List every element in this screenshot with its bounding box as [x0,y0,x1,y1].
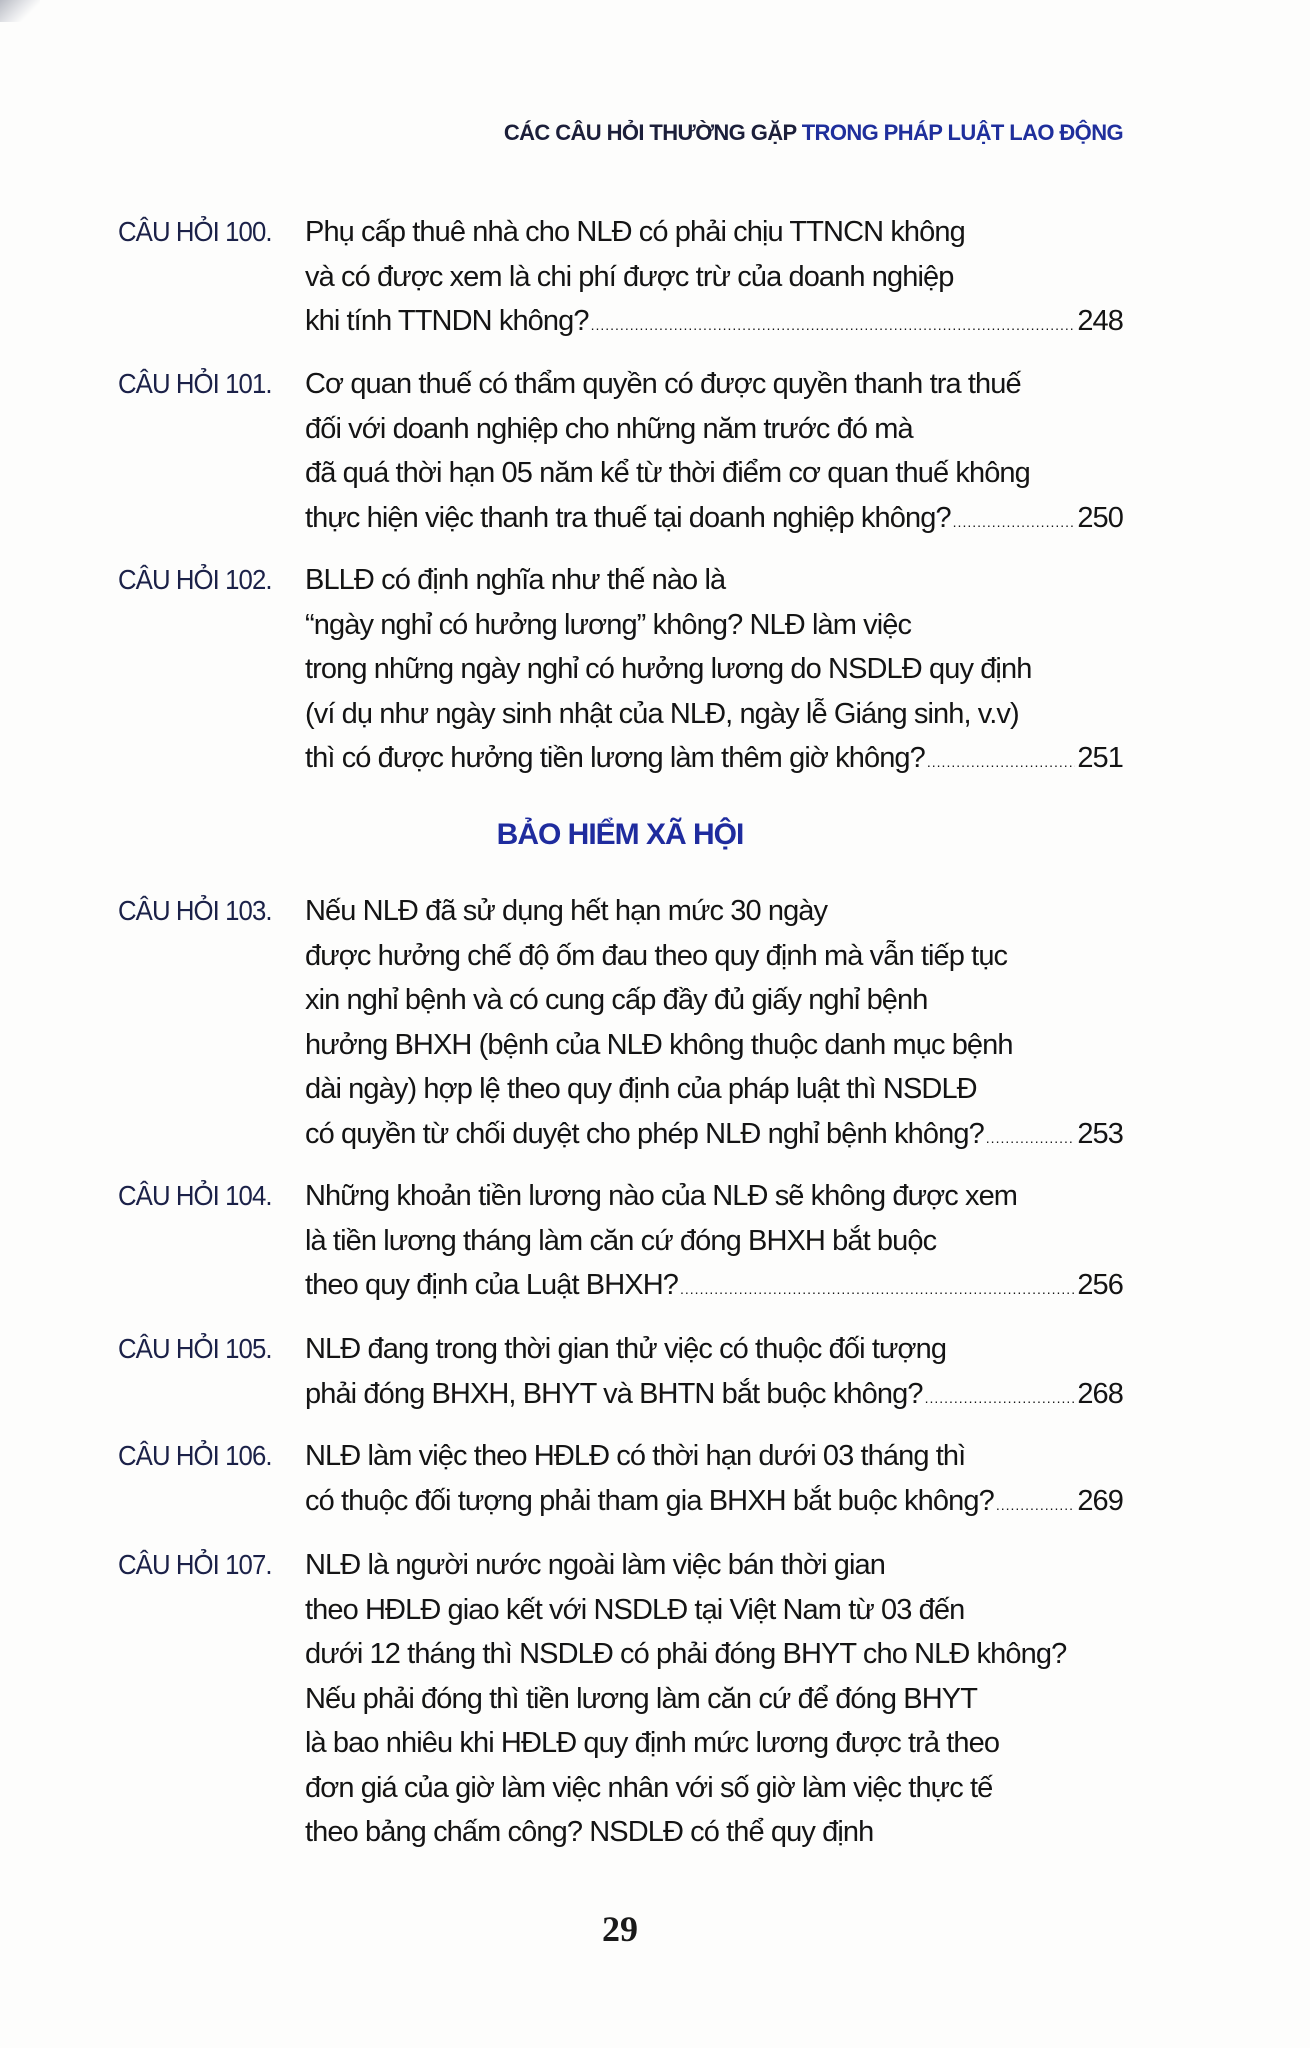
page-reference: 253 [1077,1117,1123,1150]
question-text-line: BLLĐ có định nghĩa như thế nào là [305,564,726,596]
question-text-line: Những khoản tiền lương nào của NLĐ sẽ không được xem [305,1180,1018,1212]
question-text-line: theo bảng chấm công? NSDLĐ có thể quy định [305,1816,874,1848]
dot-leader [680,1267,1075,1312]
page-reference: 268 [1077,1377,1123,1410]
section-heading: BẢO HIỂM XÃ HỘI [496,818,744,851]
question-text-line: đã quá thời hạn 05 năm kể từ thời điểm cơ quan thuế không [305,457,1030,489]
question-text-line: có thuộc đối tượng phải tham gia BHXH bắt buộc không? [305,1484,994,1517]
question-text-line: được hưởng chế độ ốm đau theo quy định mà vẫn tiếp tục [305,939,1008,972]
page-reference: 250 [1077,501,1123,534]
page-reference: 269 [1077,1484,1123,1517]
question-text-line: Nếu phải đóng thì tiền lương làm căn cứ để đóng BHYT [305,1682,978,1715]
question-label: CÂU HỎI 107. [118,1549,272,1580]
running-head [504,120,1123,146]
question-label: CÂU HỎI 100. [118,216,272,247]
running-head-part1: CÁC CÂU HỎI THƯỜNG GẶP [503,120,797,145]
dot-leader [986,1116,1076,1161]
question-text-line: có quyền từ chối duyệt cho phép NLĐ nghỉ bệnh không? [305,1117,984,1150]
question-text-line: hưởng BHXH (bệnh của NLĐ không thuộc danh mục bệnh [305,1028,1013,1061]
question-text-line: dài ngày) hợp lệ theo quy định của pháp luật thì NSDLĐ [305,1073,977,1105]
dot-leader [591,303,1076,348]
question-text-line: phải đóng BHXH, BHYT và BHTN bắt buộc không? [305,1377,923,1410]
question-label: CÂU HỎI 104. [118,1180,272,1211]
question-label: CÂU HỎI 101. [118,368,272,399]
question-text-line: NLĐ đang trong thời gian thử việc có thuộc đối tượng [305,1333,947,1365]
question-label: CÂU HỎI 106. [118,1440,272,1471]
question-text-line: đơn giá của giờ làm việc nhân với số giờ làm việc thực tế [305,1771,993,1804]
dot-leader [996,1483,1076,1528]
question-text-line: dưới 12 tháng thì NSDLĐ có phải đóng BHYT cho NLĐ không? [305,1638,1067,1670]
question-text-line: “ngày nghỉ có hưởng lương” không? NLĐ làm việc [305,608,912,641]
question-text-line: trong những ngày nghỉ có hưởng lương do NSDLĐ quy định [305,653,1032,685]
question-label: CÂU HỎI 102. [118,564,272,595]
question-text-line: (ví dụ như ngày sinh nhật của NLĐ, ngày lễ Giáng sinh, v.v) [305,697,1019,730]
question-label: CÂU HỎI 103. [118,895,272,926]
dot-leader [927,740,1075,785]
question-text-line: NLĐ là người nước ngoài làm việc bán thời gian [305,1549,886,1581]
question-text-line: và có được xem là chi phí được trừ của doanh nghiệp [305,260,954,293]
question-text-line: Phụ cấp thuê nhà cho NLĐ có phải chịu TTNCN không [305,216,965,248]
page-reference: 256 [1077,1269,1123,1301]
question-text-line: là tiền lương tháng làm căn cứ đóng BHXH bắt buộc [305,1224,937,1257]
page-number: 29 [602,1909,638,1949]
question-text-line: là bao nhiêu khi HĐLĐ quy định mức lương được trả theo [305,1727,1000,1759]
question-text-line: thì có được hưởng tiền lương làm thêm giờ không? [305,742,925,774]
scan-corner-shadow [0,0,40,22]
question-text-line: theo HĐLĐ giao kết với NSDLĐ tại Việt Nam từ 03 đến [305,1593,965,1626]
question-text-line: NLĐ làm việc theo HĐLĐ có thời hạn dưới 03 tháng thì [305,1440,966,1472]
question-text-line: xin nghỉ bệnh và có cung cấp đầy đủ giấy nghỉ bệnh [305,984,928,1016]
page-reference: 251 [1077,742,1123,774]
dot-leader [925,1376,1076,1421]
question-text-line: theo quy định của Luật BHXH? [305,1269,679,1301]
question-text-line: Nếu NLĐ đã sử dụng hết hạn mức 30 ngày [305,895,828,927]
question-label: CÂU HỎI 105. [118,1333,272,1364]
question-text-line: Cơ quan thuế có thẩm quyền có được quyền thanh tra thuế [305,368,1021,400]
dot-leader [953,500,1076,545]
question-text-line: thực hiện việc thanh tra thuế tại doanh nghiệp không? [305,501,951,534]
question-text-line: đối với doanh nghiệp cho những năm trước đó mà [305,412,913,445]
page-reference: 248 [1077,305,1123,337]
question-text-line: khi tính TTNDN không? [305,305,589,337]
running-head-part2: TRONG PHÁP LUẬT LAO ĐỘNG [801,120,1123,145]
